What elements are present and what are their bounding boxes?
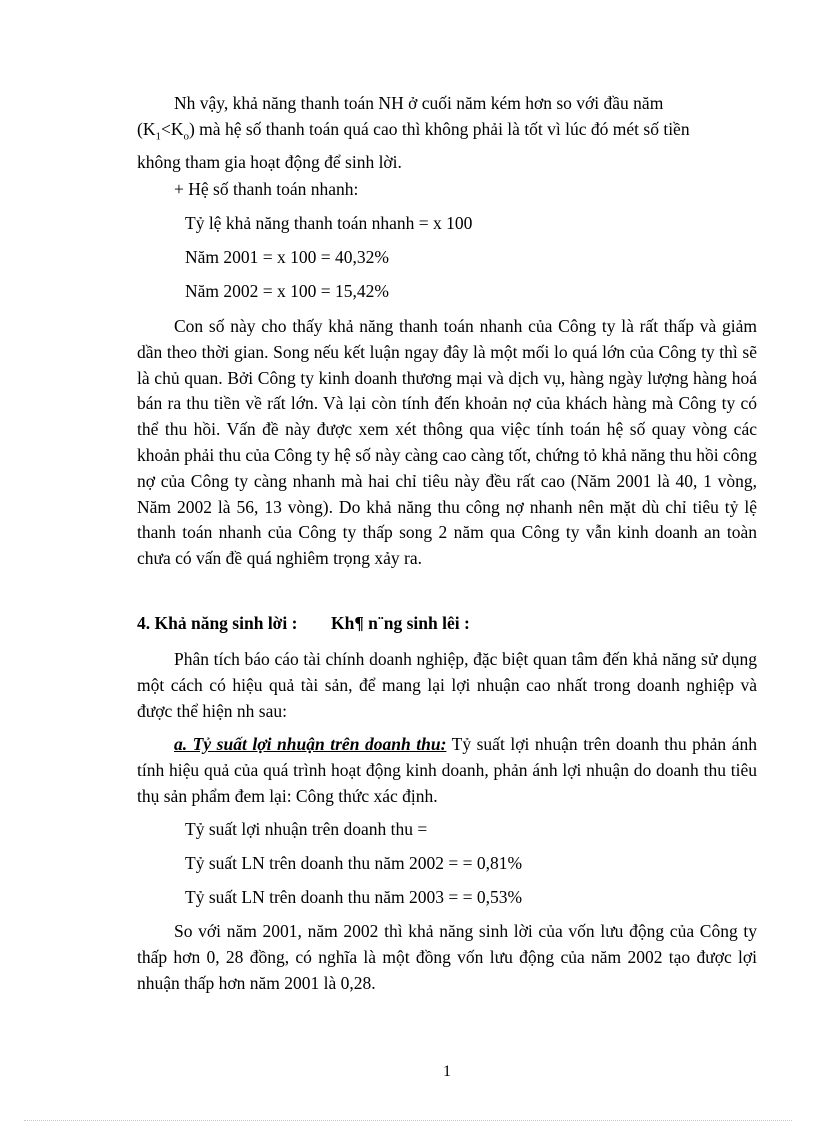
subsection-title: a. Tỷ suất lợi nhuận trên doanh thu: — [174, 734, 447, 754]
para1-line1: Nh vậy, khả năng thanh toán NH ở cuối năm kém hơn so với đầu năm — [174, 93, 664, 113]
quick-ratio-formula: Tỷ lệ khả năng thanh toán nhanh = x 100 — [185, 213, 473, 233]
paragraph-liquidity-conclusion — [137, 91, 757, 176]
para1-line2: $(K_1<K_o)$ mà hệ số thanh toán quá cao thì không phải là tốt vì lúc đó mét số tiền — [137, 118, 690, 143]
paragraph-quick-ratio-analysis: Con số này cho thấy khả năng thanh toán nhanh của Công ty là rất thấp và giảm dần theo thời gian. Song nếu kết luận ngay đây là một mối lo quá lớn của Công ty thì sẽ là chủ quan. Bởi Công ty kinh doanh thương mại và dịch vụ, hàng ngày lượng hàng hoá bán ra thu tiền về rất lớn. Và lại còn tính đến khoản nợ của khách hàng mà Công ty có thể thu hồi. Vấn đề này được xem xét thông qua việc tính toán hệ số quay vòng các khoản phải thu của Công ty hệ số này càng cao càng tốt, chứng tỏ khả năng thu hồi công nợ của Công ty càng nhanh mà hai chỉ tiêu này đều rất cao (Năm 2001 là 40, 1 vòng, Năm 2002 là 56, 13 vòng). Do khả năng thu công nợ nhanh nên mặt dù chỉ tiêu tỷ lệ thanh toán nhanh của Công ty thấp song 2 năm qua Công ty vẫn kinh doanh an toàn chưa có vấn đề quá nghiêm trọng xảy ra. — [137, 316, 757, 569]
quick-ratio-heading: + Hệ số thanh toán nhanh: — [174, 179, 359, 199]
paragraph-profitability-intro: Phân tích báo cáo tài chính doanh nghiệp, đặc biệt quan tâm đến khả năng sử dụng một cách có hiệu quả tài sản, để mang lại lợi nhuận cao nhất trong doanh nghiệp và được thể hiện nh sau: — [137, 649, 757, 721]
paragraph-working-capital: So với năm 2001, năm 2002 thì khả năng sinh lời của vốn lưu động của Công ty thấp hơn 0, 28 đồng, có nghĩa là một đồng vốn lưu động của năm 2002 tạo được lợi nhuận thấp hơn năm 2001 là 0,28. — [137, 921, 757, 993]
page-number: 1 — [443, 1063, 451, 1080]
section-heading-garbled: Kh¶ n¨ng sinh lêi : — [331, 613, 470, 633]
para1-line3: không tham gia hoạt động để sinh lời. — [137, 152, 402, 173]
paragraph-return-on-sales — [137, 732, 757, 809]
profit-2002: Tỷ suất LN trên doanh thu năm 2002 = = 0,81% — [185, 853, 523, 873]
profit-2003: Tỷ suất LN trên doanh thu năm 2003 = = 0,53% — [185, 887, 523, 907]
profit-formula: Tỷ suất lợi nhuận trên doanh thu = — [185, 819, 428, 839]
footer-rule — [24, 1120, 792, 1121]
section-heading: 4. Khả năng sinh lời : — [137, 613, 298, 633]
subsection-body: Tỷ suất lợi nhuận trên doanh thu phản ánh tính hiệu quả của quá trình hoạt động kinh doanh, phản ánh lợi nhuận do doanh thu tiêu thụ sản phẩm đem lại: Công thức xác định. — [137, 734, 757, 806]
quick-ratio-2001: Năm 2001 = x 100 = 40,32% — [185, 247, 389, 267]
quick-ratio-2002: Năm 2002 = x 100 = 15,42% — [185, 281, 389, 301]
